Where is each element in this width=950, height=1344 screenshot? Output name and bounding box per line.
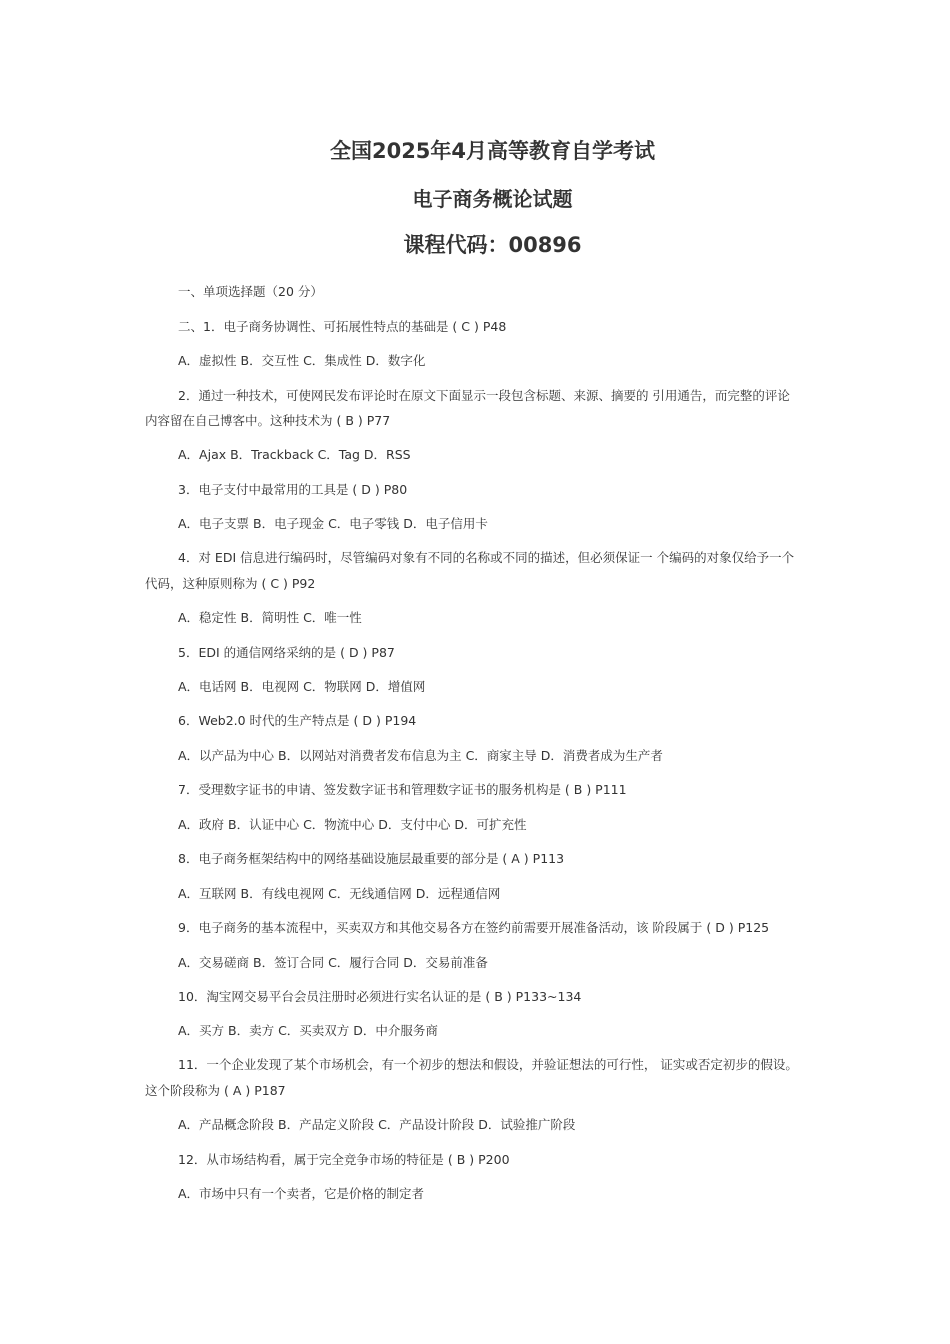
- options-1: A．虚拟性 B．交互性 C．集成性 D．数字化: [178, 353, 426, 368]
- question-11-cont: 这个阶段称为 ( A ) P187: [145, 1083, 286, 1098]
- question-11: 11．一个企业发现了某个市场机会，有一个初步的想法和假设，并验证想法的可行性， 证实或否定初步的假设。: [178, 1057, 798, 1072]
- question-7: 7．受理数字证书的申请、签发数字证书和管理数字证书的服务机构是 ( B ) P111: [178, 782, 627, 797]
- question-2: 2．通过一种技术，可使网民发布评论时在原文下面显示一段包含标题、来源、摘要的 引用通告，而完整的评论: [178, 388, 790, 403]
- question-8: 8．电子商务框架结构中的网络基础设施层最重要的部分是 ( A ) P113: [178, 851, 565, 866]
- options-4: A．稳定性 B．简明性 C．唯一性: [178, 610, 362, 625]
- options-2: A．Ajax B．Trackback C．Tag D．RSS: [178, 447, 411, 462]
- options-5: A．电话网 B．电视网 C．物联网 D．增值网: [178, 679, 426, 694]
- options-10: A．买方 B．卖方 C．买卖双方 D．中介服务商: [178, 1023, 438, 1038]
- question-1: 二、1．电子商务协调性、可拓展性特点的基础是 ( C ) P48: [178, 319, 507, 334]
- exam-title: 全国2025年4月高等教育自学考试: [329, 139, 656, 163]
- options-8: A．互联网 B．有线电视网 C．无线通信网 D．远程通信网: [178, 886, 501, 901]
- options-3: A．电子支票 B．电子现金 C．电子零钱 D．电子信用卡: [178, 516, 488, 531]
- section-heading: 一、单项选择题（20 分）: [178, 284, 323, 299]
- question-2-cont: 内容留在自己博客中。这种技术为 ( B ) P77: [145, 413, 391, 428]
- options-12: A．市场中只有一个卖者，它是价格的制定者: [178, 1186, 425, 1201]
- question-12: 12．从市场结构看，属于完全竞争市场的特征是 ( B ) P200: [178, 1152, 510, 1167]
- options-7: A．政府 B．认证中心 C．物流中心 D．支付中心 D．可扩充性: [178, 817, 527, 832]
- question-6: 6．Web2.0 时代的生产特点是 ( D ) P194: [178, 713, 417, 728]
- question-10: 10．淘宝网交易平台会员注册时必须进行实名认证的是 ( B ) P133~134: [178, 989, 582, 1004]
- question-5: 5．EDI 的通信网络采纳的是 ( D ) P87: [178, 645, 395, 660]
- options-6: A．以产品为中心 B．以网站对消费者发布信息为主 C．商家主导 D．消费者成为生产者: [178, 748, 663, 763]
- question-9: 9．电子商务的基本流程中，买卖双方和其他交易各方在签约前需要开展准备活动，该 阶段属于 ( D ) P125: [178, 920, 770, 935]
- options-9: A．交易磋商 B．签订合同 C．履行合同 D．交易前准备: [178, 955, 488, 970]
- question-4-cont: 代码，这种原则称为 ( C ) P92: [145, 576, 316, 591]
- course-code: 课程代码：00896: [403, 233, 582, 257]
- options-11: A．产品概念阶段 B．产品定义阶段 C．产品设计阶段 D．试验推广阶段: [178, 1117, 576, 1132]
- question-4: 4．对 EDI 信息进行编码时，尽管编码对象有不同的名称或不同的描述，但必须保证一 个编码的对象仅给予一个: [178, 550, 795, 565]
- question-3: 3．电子支付中最常用的工具是 ( D ) P80: [178, 482, 408, 497]
- exam-subtitle: 电子商务概论试题: [412, 187, 573, 211]
